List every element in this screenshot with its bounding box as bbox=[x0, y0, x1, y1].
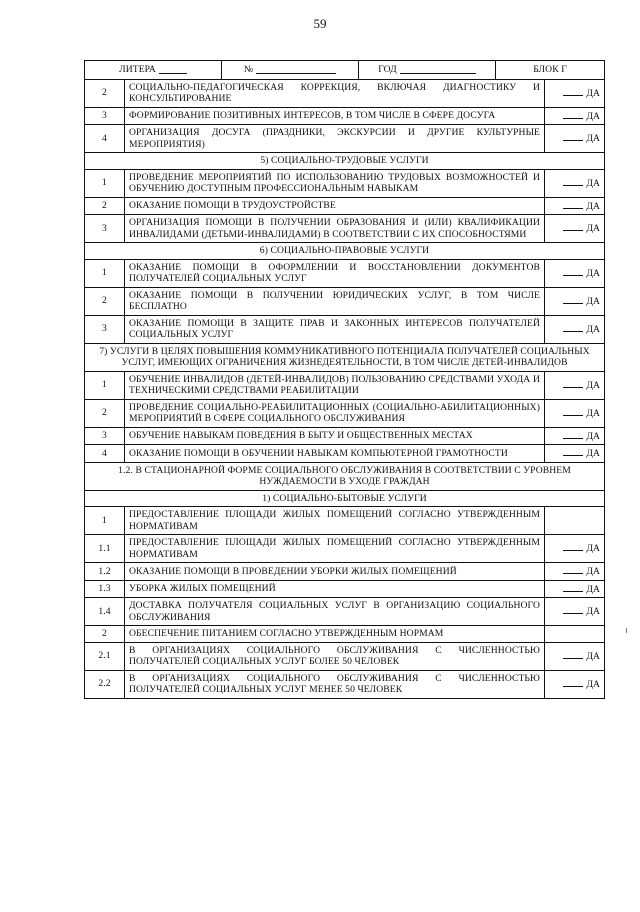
service-description: ОБУЧЕНИЕ ИНВАЛИДОВ (ДЕТЕЙ-ИНВАЛИДОВ) ПОЛЬЗОВАНИЮ СРЕДСТВАМИ УХОДА И ТЕХНИЧЕСКИМИ СРЕДСТВАМИ РЕАБИЛИТАЦИИ bbox=[125, 371, 545, 399]
answer-yes-label: ДА bbox=[586, 583, 601, 595]
answer-yes-label: ДА bbox=[586, 223, 601, 235]
answer-yes-label: ДА bbox=[586, 407, 601, 419]
margin-mark bbox=[626, 628, 627, 633]
service-description: ОРГАНИЗАЦИЯ ДОСУГА (ПРАЗДНИКИ, ЭКСКУРСИИ И ДРУГИЕ КУЛЬТУРНЫЕ МЕРОПРИЯТИЯ) bbox=[125, 125, 545, 153]
answer-cell[interactable] bbox=[545, 670, 605, 698]
litera-field[interactable] bbox=[85, 61, 222, 79]
answer-blank-line[interactable] bbox=[563, 542, 583, 551]
answer-blank-line[interactable] bbox=[563, 678, 583, 687]
section-heading-row bbox=[85, 343, 605, 371]
answer-cell[interactable] bbox=[545, 197, 605, 215]
number-label: № bbox=[243, 64, 254, 75]
row-number: 2.1 bbox=[85, 642, 125, 670]
service-description: УБОРКА ЖИЛЫХ ПОМЕЩЕНИЙ bbox=[125, 580, 545, 598]
row-number: 1 bbox=[85, 507, 125, 535]
row-number: 1 bbox=[85, 169, 125, 197]
answer-yes-label: ДА bbox=[586, 200, 601, 212]
answer-yes-label: ДА bbox=[586, 295, 601, 307]
answer-blank-line[interactable] bbox=[563, 177, 583, 186]
form-header-row bbox=[85, 61, 605, 80]
service-row bbox=[85, 259, 605, 287]
answer-yes-label: ДА bbox=[586, 323, 601, 335]
service-row bbox=[85, 371, 605, 399]
answer-blank-line[interactable] bbox=[563, 110, 583, 119]
answer-blank-line[interactable] bbox=[563, 200, 583, 209]
service-row bbox=[85, 642, 605, 670]
row-number: 2 bbox=[85, 79, 125, 107]
litera-label: ЛИТЕРА bbox=[119, 64, 156, 75]
section-title: 5) СОЦИАЛЬНО-ТРУДОВЫЕ УСЛУГИ bbox=[85, 153, 605, 170]
service-row bbox=[85, 197, 605, 215]
service-description: ПРОВЕДЕНИЕ СОЦИАЛЬНО-РЕАБИЛИТАЦИОННЫХ (СОЦИАЛЬНО-АБИЛИТАЦИОННЫХ) МЕРОПРИЯТИЙ В СФЕРЕ СОЦИАЛЬНОГО ОБСЛУЖИВАНИЯ bbox=[125, 399, 545, 427]
service-description: ДОСТАВКА ПОЛУЧАТЕЛЯ СОЦИАЛЬНЫХ УСЛУГ В ОРГАНИЗАЦИЮ СОЦИАЛЬНОГО ОБСЛУЖИВАНИЯ bbox=[125, 598, 545, 626]
service-row bbox=[85, 580, 605, 598]
row-number: 1.3 bbox=[85, 580, 125, 598]
answer-yes-label: ДА bbox=[586, 430, 601, 442]
answer-yes-label: ДА bbox=[586, 110, 601, 122]
answer-blank-line[interactable] bbox=[563, 267, 583, 276]
service-description: ПРЕДОСТАВЛЕНИЕ ПЛОЩАДИ ЖИЛЫХ ПОМЕЩЕНИЙ СОГЛАСНО УТВЕРЖДЕННЫМ НОРМАТИВАМ bbox=[125, 507, 545, 535]
answer-yes-label: ДА bbox=[586, 177, 601, 189]
answer-cell[interactable] bbox=[545, 315, 605, 343]
service-row bbox=[85, 445, 605, 463]
year-field[interactable] bbox=[359, 61, 496, 79]
answer-blank-line[interactable] bbox=[563, 650, 583, 659]
section-title: 7) УСЛУГИ В ЦЕЛЯХ ПОВЫШЕНИЯ КОММУНИКАТИВНОГО ПОТЕНЦИАЛА ПОЛУЧАТЕЛЕЙ СОЦИАЛЬНЫХ УСЛУГ, ИМЕЮЩИХ ОГРАНИЧЕНИЯ ЖИЗНЕДЕЯТЕЛЬНОСТИ, В ТОМ ЧИСЛЕ ДЕТЕЙ-ИНВАЛИДОВ bbox=[85, 343, 605, 371]
service-description: ОКАЗАНИЕ ПОМОЩИ В ПОЛУЧЕНИИ ЮРИДИЧЕСКИХ УСЛУГ, В ТОМ ЧИСЛЕ БЕСПЛАТНО bbox=[125, 287, 545, 315]
service-description: ОКАЗАНИЕ ПОМОЩИ В ЗАЩИТЕ ПРАВ И ЗАКОННЫХ ИНТЕРЕСОВ ПОЛУЧАТЕЛЕЙ СОЦИАЛЬНЫХ УСЛУГ bbox=[125, 315, 545, 343]
service-row bbox=[85, 125, 605, 153]
answer-cell[interactable] bbox=[545, 169, 605, 197]
answer-cell bbox=[545, 507, 605, 535]
service-description: ОБУЧЕНИЕ НАВЫКАМ ПОВЕДЕНИЯ В БЫТУ И ОБЩЕСТВЕННЫХ МЕСТАХ bbox=[125, 427, 545, 445]
answer-yes-label: ДА bbox=[586, 133, 601, 145]
answer-yes-label: ДА bbox=[586, 606, 601, 618]
row-number: 1.2 bbox=[85, 563, 125, 581]
service-row bbox=[85, 169, 605, 197]
section-title: 6) СОЦИАЛЬНО-ПРАВОВЫЕ УСЛУГИ bbox=[85, 243, 605, 260]
year-input-line[interactable] bbox=[400, 64, 476, 74]
service-row bbox=[85, 535, 605, 563]
row-number: 1 bbox=[85, 259, 125, 287]
row-number: 3 bbox=[85, 315, 125, 343]
answer-cell[interactable] bbox=[545, 535, 605, 563]
answer-blank-line[interactable] bbox=[563, 430, 583, 439]
service-description: В ОРГАНИЗАЦИЯХ СОЦИАЛЬНОГО ОБСЛУЖИВАНИЯ С ЧИСЛЕННОСТЬЮ ПОЛУЧАТЕЛЕЙ СОЦИАЛЬНЫХ УСЛУГ БОЛЕЕ 50 ЧЕЛОВЕК bbox=[125, 642, 545, 670]
section-heading-row bbox=[85, 490, 605, 507]
answer-yes-label: ДА bbox=[586, 543, 601, 555]
section-heading-row bbox=[85, 462, 605, 490]
answer-yes-label: ДА bbox=[586, 678, 601, 690]
service-row bbox=[85, 626, 605, 643]
service-row bbox=[85, 315, 605, 343]
answer-yes-label: ДА bbox=[586, 267, 601, 279]
answer-blank-line[interactable] bbox=[563, 407, 583, 416]
row-number: 2 bbox=[85, 287, 125, 315]
service-description: ОБЕСПЕЧЕНИЕ ПИТАНИЕМ СОГЛАСНО УТВЕРЖДЕННЫМ НОРМАМ bbox=[125, 626, 545, 643]
row-number: 2 bbox=[85, 197, 125, 215]
service-description: ОКАЗАНИЕ ПОМОЩИ В ОФОРМЛЕНИИ И ВОССТАНОВЛЕНИИ ДОКУМЕНТОВ ПОЛУЧАТЕЛЕЙ СОЦИАЛЬНЫХ УСЛУГ bbox=[125, 259, 545, 287]
answer-blank-line[interactable] bbox=[563, 323, 583, 332]
row-number: 3 bbox=[85, 107, 125, 125]
answer-cell[interactable] bbox=[545, 580, 605, 598]
service-row bbox=[85, 507, 605, 535]
section-title: 1.2. В СТАЦИОНАРНОЙ ФОРМЕ СОЦИАЛЬНОГО ОБСЛУЖИВАНИЯ В СООТВЕТСТВИИ С УРОВНЕМ НУЖДАЕМОСТИ В УХОДЕ ГРАЖДАН bbox=[85, 462, 605, 490]
number-input-line[interactable] bbox=[256, 64, 336, 74]
row-number: 2 bbox=[85, 399, 125, 427]
row-number: 1.4 bbox=[85, 598, 125, 626]
page-number: 59 bbox=[313, 16, 327, 31]
year-label: ГОД bbox=[378, 64, 397, 75]
answer-cell[interactable] bbox=[545, 79, 605, 107]
answer-cell bbox=[545, 626, 605, 643]
row-number: 1 bbox=[85, 371, 125, 399]
service-description: ПРЕДОСТАВЛЕНИЕ ПЛОЩАДИ ЖИЛЫХ ПОМЕЩЕНИЙ СОГЛАСНО УТВЕРЖДЕННЫМ НОРМАТИВАМ bbox=[125, 535, 545, 563]
row-number: 4 bbox=[85, 125, 125, 153]
answer-blank-line[interactable] bbox=[563, 447, 583, 456]
answer-cell[interactable] bbox=[545, 287, 605, 315]
row-number: 3 bbox=[85, 427, 125, 445]
litera-input-line[interactable] bbox=[159, 64, 187, 74]
answer-yes-label: ДА bbox=[586, 448, 601, 459]
service-description: ФОРМИРОВАНИЕ ПОЗИТИВНЫХ ИНТЕРЕСОВ, В ТОМ ЧИСЛЕ В СФЕРЕ ДОСУГА bbox=[125, 107, 545, 125]
answer-yes-label: ДА bbox=[586, 650, 601, 662]
service-row bbox=[85, 563, 605, 581]
service-row bbox=[85, 399, 605, 427]
service-row bbox=[85, 427, 605, 445]
answer-cell[interactable] bbox=[545, 259, 605, 287]
row-number: 2 bbox=[85, 626, 125, 643]
answer-yes-label: ДА bbox=[586, 379, 601, 391]
answer-cell[interactable] bbox=[545, 125, 605, 153]
service-description: ОКАЗАНИЕ ПОМОЩИ В ОБУЧЕНИИ НАВЫКАМ КОМПЬЮТЕРНОЙ ГРАМОТНОСТИ bbox=[125, 445, 545, 463]
row-number: 1.1 bbox=[85, 535, 125, 563]
answer-cell[interactable] bbox=[545, 427, 605, 445]
service-description: В ОРГАНИЗАЦИЯХ СОЦИАЛЬНОГО ОБСЛУЖИВАНИЯ С ЧИСЛЕННОСТЬЮ ПОЛУЧАТЕЛЕЙ СОЦИАЛЬНЫХ УСЛУГ МЕНЕЕ 50 ЧЕЛОВЕК bbox=[125, 670, 545, 698]
block-label: БЛОК Г bbox=[533, 64, 567, 75]
service-description: ОКАЗАНИЕ ПОМОЩИ В ТРУДОУСТРОЙСТВЕ bbox=[125, 197, 545, 215]
service-row bbox=[85, 215, 605, 243]
answer-blank-line[interactable] bbox=[563, 87, 583, 96]
service-description: ОРГАНИЗАЦИЯ ПОМОЩИ В ПОЛУЧЕНИИ ОБРАЗОВАНИЯ И (ИЛИ) КВАЛИФИКАЦИИ ИНВАЛИДАМИ (ДЕТЬМИ-ИНВАЛИДАМИ) В СООТВЕТСТВИИ С ИХ СПОСОБНОСТЯМИ bbox=[125, 215, 545, 243]
answer-cell[interactable] bbox=[545, 215, 605, 243]
answer-blank-line[interactable] bbox=[563, 132, 583, 141]
section-heading-row bbox=[85, 243, 605, 260]
answer-blank-line[interactable] bbox=[563, 605, 583, 614]
row-number: 4 bbox=[85, 445, 125, 463]
answer-blank-line[interactable] bbox=[563, 379, 583, 388]
answer-yes-label: ДА bbox=[586, 566, 601, 577]
section-title: 1) СОЦИАЛЬНО-БЫТОВЫЕ УСЛУГИ bbox=[85, 490, 605, 507]
number-field[interactable] bbox=[222, 61, 359, 79]
answer-cell[interactable] bbox=[545, 563, 605, 581]
service-row bbox=[85, 598, 605, 626]
service-row bbox=[85, 79, 605, 107]
service-description: ПРОВЕДЕНИЕ МЕРОПРИЯТИЙ ПО ИСПОЛЬЗОВАНИЮ ТРУДОВЫХ ВОЗМОЖНОСТЕЙ И ОБУЧЕНИЮ ДОСТУПНЫМ ПРОФЕССИОНАЛЬНЫМ НАВЫКАМ bbox=[125, 169, 545, 197]
answer-yes-label: ДА bbox=[586, 87, 601, 99]
service-row bbox=[85, 107, 605, 125]
service-row bbox=[85, 287, 605, 315]
service-row bbox=[85, 670, 605, 698]
answer-blank-line[interactable] bbox=[563, 583, 583, 592]
answer-cell[interactable] bbox=[545, 445, 605, 463]
services-table bbox=[84, 60, 605, 699]
answer-cell[interactable] bbox=[545, 107, 605, 125]
row-number: 3 bbox=[85, 215, 125, 243]
answer-cell[interactable] bbox=[545, 642, 605, 670]
answer-cell[interactable] bbox=[545, 598, 605, 626]
service-description: СОЦИАЛЬНО-ПЕДАГОГИЧЕСКАЯ КОРРЕКЦИЯ, ВКЛЮЧАЯ ДИАГНОСТИКУ И КОНСУЛЬТИРОВАНИЕ bbox=[125, 79, 545, 107]
row-number: 2.2 bbox=[85, 670, 125, 698]
answer-blank-line[interactable] bbox=[563, 222, 583, 231]
answer-blank-line[interactable] bbox=[563, 565, 583, 574]
answer-cell[interactable] bbox=[545, 371, 605, 399]
answer-blank-line[interactable] bbox=[563, 295, 583, 304]
service-description: ОКАЗАНИЕ ПОМОЩИ В ПРОВЕДЕНИИ УБОРКИ ЖИЛЫХ ПОМЕЩЕНИЙ bbox=[125, 563, 545, 581]
section-heading-row bbox=[85, 153, 605, 170]
answer-cell[interactable] bbox=[545, 399, 605, 427]
